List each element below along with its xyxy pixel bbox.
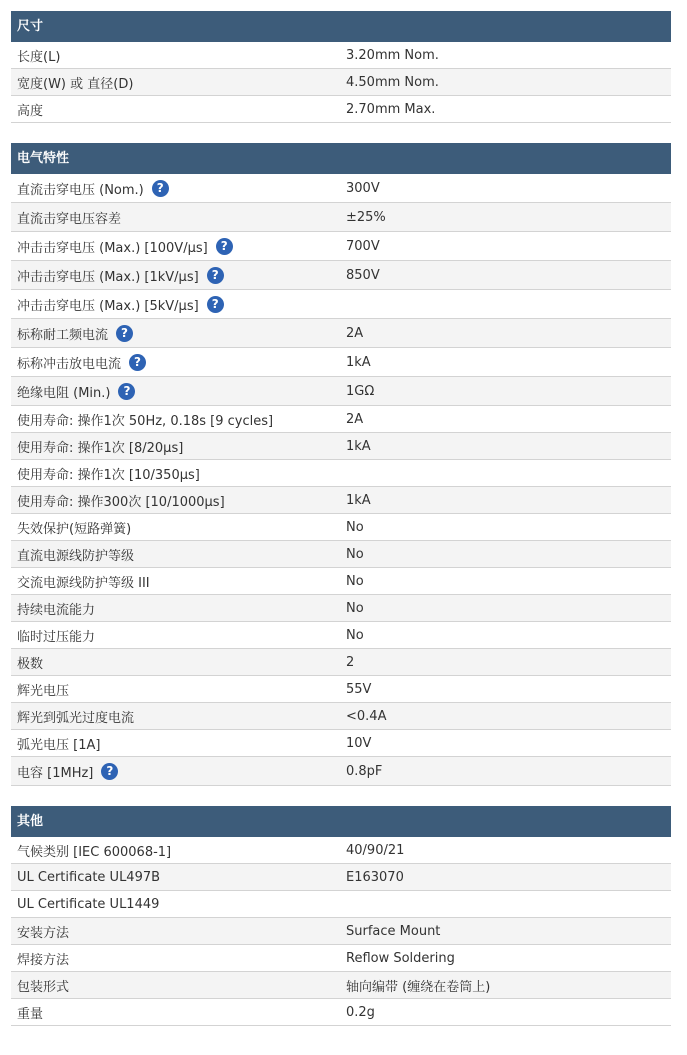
- row-label: 失效保护(短路弹簧): [17, 521, 132, 537]
- row-value: 2: [346, 654, 355, 670]
- row-value: No: [346, 627, 364, 643]
- table-row: [11, 649, 671, 676]
- section-title: 电气特性: [11, 143, 671, 174]
- row-value: 1kA: [346, 354, 371, 370]
- table-row: [11, 174, 671, 203]
- row-label: 交流电源线防护等级 III: [17, 575, 150, 591]
- help-icon[interactable]: ?: [118, 383, 135, 400]
- row-value: <0.4A: [346, 708, 387, 724]
- row-label: 使用寿命: 操作300次 [10/1000µs]: [17, 494, 225, 510]
- row-label: 冲击击穿电压 (Max.) [5kV/µs] ?: [11, 295, 346, 314]
- table-row: [11, 864, 671, 891]
- table-row: [11, 999, 671, 1026]
- row-label: 重量: [17, 1006, 44, 1022]
- table-row: [11, 96, 671, 123]
- table-row: [11, 568, 671, 595]
- row-label: UL Certificate UL1449: [17, 896, 160, 912]
- row-value: 2.70mm Max.: [346, 101, 436, 117]
- table-row: [11, 676, 671, 703]
- table-row: [11, 69, 671, 96]
- row-label: 使用寿命: 操作1次 50Hz, 0.18s [9 cycles]: [17, 413, 274, 429]
- row-label: 焊接方法: [17, 952, 70, 968]
- table-row: [11, 261, 671, 290]
- help-icon[interactable]: ?: [116, 325, 133, 342]
- row-value: 40/90/21: [346, 842, 405, 858]
- table-row: [11, 918, 671, 945]
- row-value: Surface Mount: [346, 923, 441, 939]
- row-value: 10V: [346, 735, 372, 751]
- row-value: 55V: [346, 681, 372, 697]
- row-value: No: [346, 546, 364, 562]
- row-label: 直流击穿电压 (Nom.) ?: [11, 179, 346, 198]
- row-label: 长度(L): [17, 49, 61, 65]
- row-value: ±25%: [346, 209, 386, 225]
- row-value: 1kA: [346, 492, 371, 508]
- table-row: [11, 319, 671, 348]
- table-row: [11, 203, 671, 232]
- table-row: [11, 377, 671, 406]
- table-row: [11, 460, 671, 487]
- row-value: 0.2g: [346, 1004, 375, 1020]
- row-label: 辉光到弧光过度电流: [17, 710, 135, 726]
- row-label: 包装形式: [17, 979, 70, 995]
- row-value: 700V: [346, 238, 380, 254]
- table-row: [11, 622, 671, 649]
- help-icon[interactable]: ?: [152, 180, 169, 197]
- row-label: 安装方法: [17, 925, 70, 941]
- table-row: [11, 290, 671, 319]
- row-value: 2A: [346, 325, 364, 341]
- row-label: 直流电源线防护等级: [17, 548, 135, 564]
- row-value: 3.20mm Nom.: [346, 47, 439, 63]
- help-icon[interactable]: ?: [207, 296, 224, 313]
- row-label: 使用寿命: 操作1次 [10/350µs]: [17, 467, 200, 483]
- section-dimensions: [11, 11, 671, 123]
- row-label: 使用寿命: 操作1次 [8/20µs]: [17, 440, 184, 456]
- row-value: 2A: [346, 411, 364, 427]
- section-other: [11, 806, 671, 1026]
- help-icon[interactable]: ?: [101, 763, 118, 780]
- table-row: [11, 730, 671, 757]
- row-label: 直流击穿电压容差: [17, 211, 122, 227]
- row-label: 气候类别 [IEC 600068-1]: [17, 844, 172, 860]
- row-label: UL Certificate UL497B: [17, 869, 161, 885]
- row-value: 1GΩ: [346, 383, 375, 399]
- table-row: [11, 837, 671, 864]
- row-label: 冲击击穿电压 (Max.) [1kV/µs] ?: [11, 266, 346, 285]
- row-label: 辉光电压: [17, 683, 70, 699]
- row-label: 冲击击穿电压 (Max.) [100V/µs] ?: [11, 237, 346, 256]
- table-row: [11, 891, 671, 918]
- row-value: 4.50mm Nom.: [346, 74, 439, 90]
- help-icon[interactable]: ?: [216, 238, 233, 255]
- table-row: [11, 433, 671, 460]
- row-label: 电容 [1MHz] ?: [11, 762, 346, 781]
- row-label: 标称耐工频电流 ?: [11, 324, 346, 343]
- row-label: 宽度(W) 或 直径(D): [17, 76, 134, 92]
- row-label: 弧光电压 [1A]: [17, 737, 101, 753]
- row-value: 850V: [346, 267, 380, 283]
- help-icon[interactable]: ?: [207, 267, 224, 284]
- table-row: [11, 487, 671, 514]
- table-row: [11, 42, 671, 69]
- row-value: 300V: [346, 180, 380, 196]
- table-row: [11, 703, 671, 730]
- table-row: [11, 514, 671, 541]
- table-row: [11, 348, 671, 377]
- table-row: [11, 232, 671, 261]
- section-title: 其他: [11, 806, 671, 837]
- row-value: No: [346, 519, 364, 535]
- row-value: No: [346, 600, 364, 616]
- row-label: 绝缘电阻 (Min.) ?: [11, 382, 346, 401]
- table-row: [11, 406, 671, 433]
- row-value: 0.8pF: [346, 763, 383, 779]
- table-row: [11, 972, 671, 999]
- row-value: 1kA: [346, 438, 371, 454]
- row-label: 临时过压能力: [17, 629, 96, 645]
- section-electrical: [11, 143, 671, 786]
- row-label: 极数: [17, 656, 44, 672]
- row-label: 持续电流能力: [17, 602, 96, 618]
- row-value: Reflow Soldering: [346, 950, 455, 966]
- row-value: E163070: [346, 869, 404, 885]
- row-label: 高度: [17, 103, 44, 119]
- table-row: [11, 595, 671, 622]
- row-value: 轴向编带 (缠绕在卷筒上): [346, 979, 491, 995]
- table-row: [11, 945, 671, 972]
- table-row: [11, 541, 671, 568]
- row-value: No: [346, 573, 364, 589]
- table-row: [11, 757, 671, 786]
- section-title: 尺寸: [11, 11, 671, 42]
- row-label: 标称冲击放电电流 ?: [11, 353, 346, 372]
- help-icon[interactable]: ?: [129, 354, 146, 371]
